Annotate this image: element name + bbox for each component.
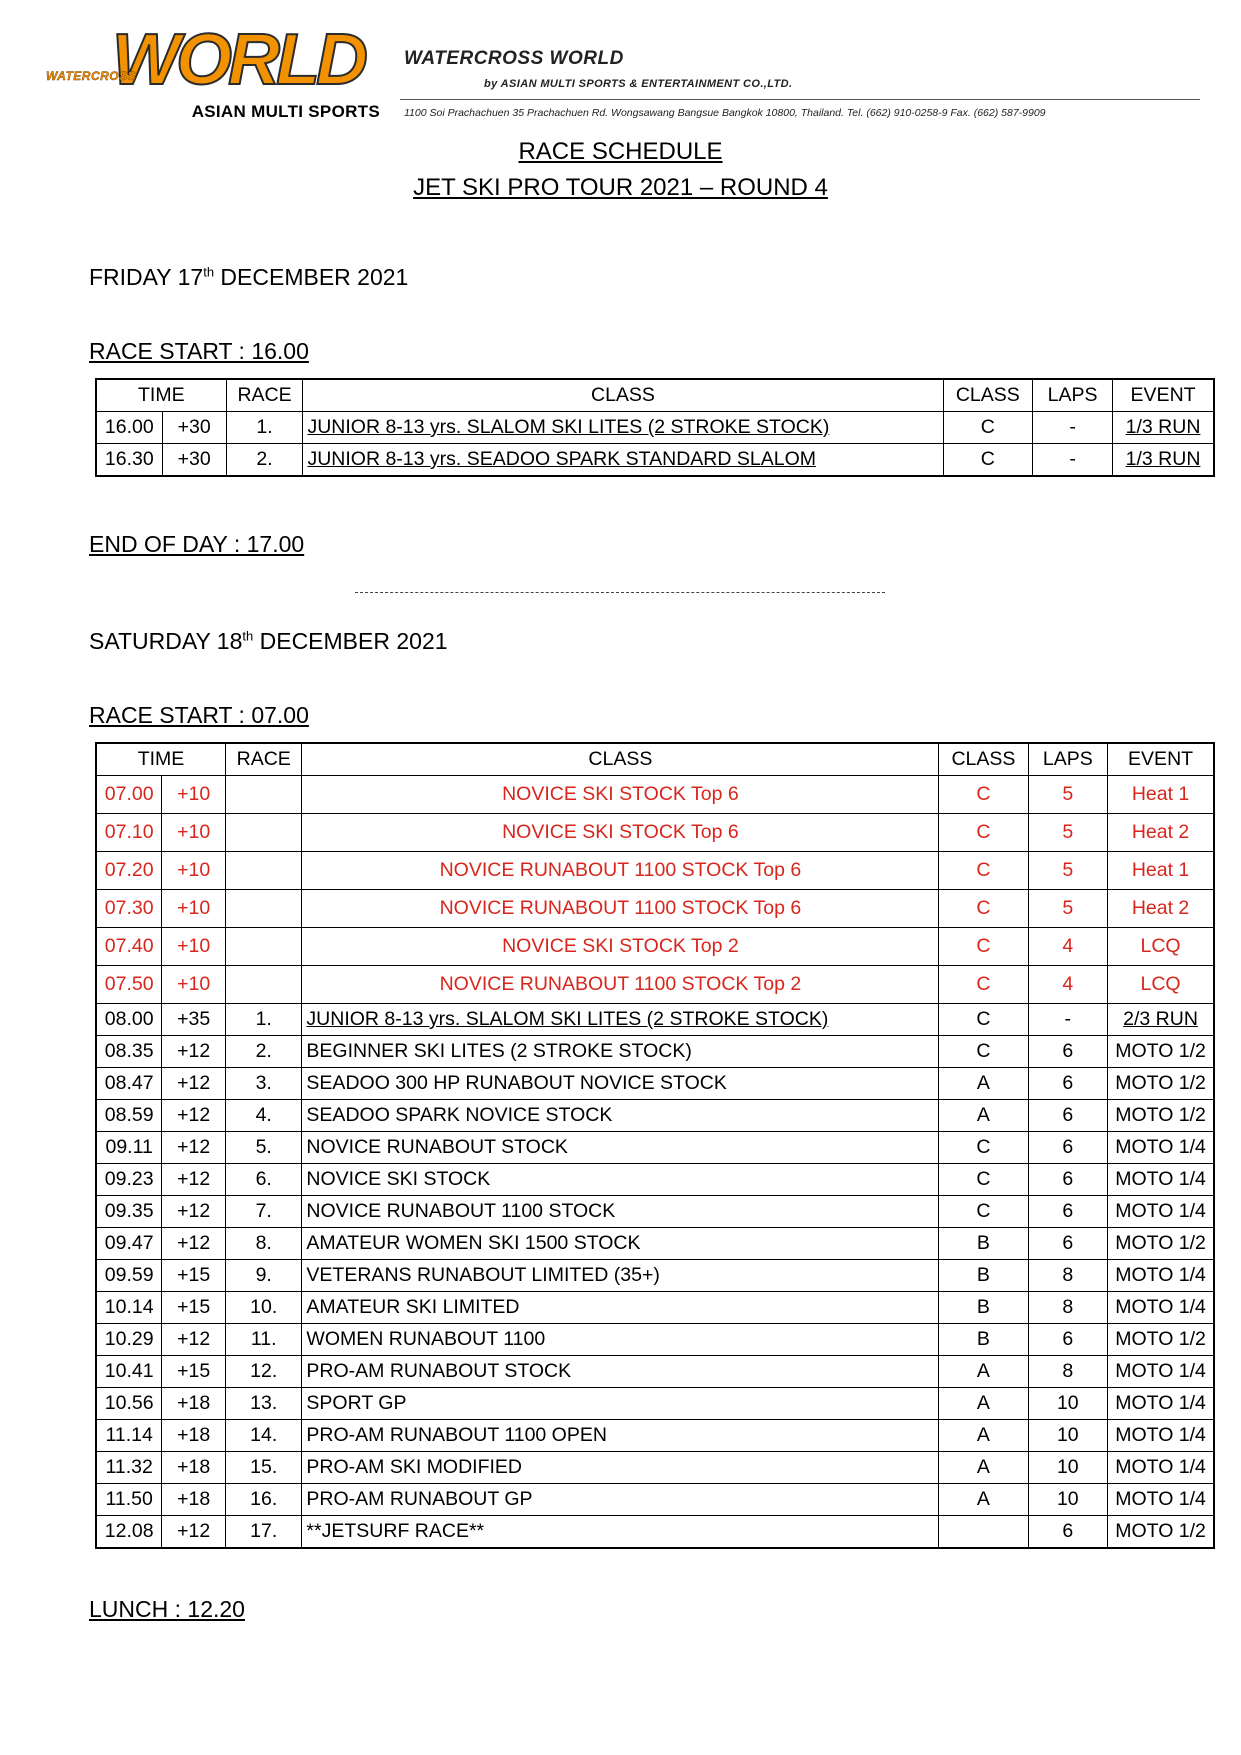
- table-row: [96, 1228, 1214, 1260]
- letterhead-rule: [400, 99, 1200, 100]
- cell-duration: +18: [162, 1484, 226, 1516]
- cell-duration: +12: [162, 1324, 226, 1356]
- cell-event: MOTO 1/4: [1108, 1260, 1214, 1292]
- header-event: EVENT: [1113, 379, 1214, 412]
- cell-time: 07.50: [96, 966, 162, 1004]
- cell-race-number: [226, 928, 302, 966]
- cell-race-number: 3.: [226, 1068, 302, 1100]
- cell-laps: 10: [1028, 1484, 1108, 1516]
- table-row: [96, 1100, 1214, 1132]
- cell-duration: +12: [162, 1036, 226, 1068]
- cell-event: Heat 1: [1108, 776, 1214, 814]
- cell-time: 09.59: [96, 1260, 162, 1292]
- table-row: [96, 1356, 1214, 1388]
- table-row: [96, 1004, 1214, 1036]
- cell-class-name: JUNIOR 8-13 yrs. SEADOO SPARK STANDARD SLALOM: [303, 444, 943, 477]
- saturday-schedule-table: [95, 742, 1215, 1549]
- cell-race-number: 15.: [226, 1452, 302, 1484]
- table-row: [96, 1260, 1214, 1292]
- cell-time: 16.00: [96, 412, 162, 444]
- cell-race-number: 12.: [226, 1356, 302, 1388]
- saturday-day-suffix: th: [242, 628, 254, 644]
- table-row: [96, 776, 1214, 814]
- cell-time: 07.00: [96, 776, 162, 814]
- cell-laps: 8: [1028, 1260, 1108, 1292]
- cell-class-name: AMATEUR WOMEN SKI 1500 STOCK: [302, 1228, 939, 1260]
- header-laps: LAPS: [1033, 379, 1113, 412]
- cell-event: LCQ: [1108, 966, 1214, 1004]
- cell-duration: +12: [162, 1164, 226, 1196]
- table-row: [96, 1484, 1214, 1516]
- company-logo: [40, 20, 380, 125]
- cell-event: MOTO 1/4: [1108, 1132, 1214, 1164]
- cell-class-name: NOVICE SKI STOCK Top 6: [302, 814, 939, 852]
- cell-time: 08.59: [96, 1100, 162, 1132]
- logo-small-text: WATERCROSS: [46, 69, 137, 83]
- header-class-code: CLASS: [943, 379, 1033, 412]
- cell-race-number: [226, 776, 302, 814]
- cell-race-number: 4.: [226, 1100, 302, 1132]
- cell-class-code: C: [943, 412, 1033, 444]
- cell-class-name: PRO-AM RUNABOUT GP: [302, 1484, 939, 1516]
- header-class-code: CLASS: [939, 743, 1028, 776]
- header-laps: LAPS: [1028, 743, 1108, 776]
- cell-class-name: NOVICE RUNABOUT 1100 STOCK Top 2: [302, 966, 939, 1004]
- cell-class-name: NOVICE RUNABOUT 1100 STOCK Top 6: [302, 890, 939, 928]
- cell-race-number: 2.: [226, 1036, 302, 1068]
- saturday-lunch: LUNCH : 12.20: [89, 1596, 245, 1622]
- cell-laps: 4: [1028, 966, 1108, 1004]
- cell-duration: +10: [162, 890, 226, 928]
- cell-laps: 5: [1028, 814, 1108, 852]
- header-class: CLASS: [302, 743, 939, 776]
- cell-time: 09.47: [96, 1228, 162, 1260]
- cell-class-code: C: [939, 852, 1028, 890]
- cell-class-code: C: [939, 1196, 1028, 1228]
- friday-day-suffix: th: [203, 264, 215, 280]
- cell-class-code: A: [939, 1356, 1028, 1388]
- cell-event: Heat 2: [1108, 890, 1214, 928]
- cell-event: MOTO 1/4: [1108, 1164, 1214, 1196]
- cell-class-name: WOMEN RUNABOUT 1100: [302, 1324, 939, 1356]
- friday-schedule-table: [95, 378, 1215, 477]
- cell-race-number: [226, 890, 302, 928]
- cell-event: MOTO 1/2: [1108, 1228, 1214, 1260]
- cell-class-code: B: [939, 1228, 1028, 1260]
- cell-laps: 5: [1028, 852, 1108, 890]
- cell-event: MOTO 1/4: [1108, 1420, 1214, 1452]
- cell-time: 09.35: [96, 1196, 162, 1228]
- cell-time: 09.11: [96, 1132, 162, 1164]
- saturday-race-start: RACE START : 07.00: [89, 702, 309, 728]
- cell-duration: +12: [162, 1228, 226, 1260]
- cell-time: 10.56: [96, 1388, 162, 1420]
- company-name: WATERCROSS WORLD: [404, 48, 624, 69]
- table-row: [96, 1388, 1214, 1420]
- cell-laps: 6: [1028, 1100, 1108, 1132]
- cell-event: 1/3 RUN: [1113, 412, 1214, 444]
- cell-event: MOTO 1/2: [1108, 1324, 1214, 1356]
- table-row: [96, 966, 1214, 1004]
- cell-laps: 6: [1028, 1324, 1108, 1356]
- cell-class-name: NOVICE RUNABOUT 1100 STOCK Top 6: [302, 852, 939, 890]
- cell-laps: -: [1033, 412, 1113, 444]
- cell-class-code: B: [939, 1292, 1028, 1324]
- cell-class-name: SEADOO SPARK NOVICE STOCK: [302, 1100, 939, 1132]
- table-row: [96, 1164, 1214, 1196]
- cell-class-name: NOVICE SKI STOCK Top 6: [302, 776, 939, 814]
- cell-class-code: C: [939, 1132, 1028, 1164]
- cell-class-name: PRO-AM RUNABOUT STOCK: [302, 1356, 939, 1388]
- cell-duration: +10: [162, 928, 226, 966]
- table-row: [96, 928, 1214, 966]
- document-title: RACE SCHEDULE: [518, 138, 723, 165]
- cell-class-name: **JETSURF RACE**: [302, 1516, 939, 1549]
- cell-time: 12.08: [96, 1516, 162, 1549]
- cell-race-number: [226, 966, 302, 1004]
- cell-duration: +35: [162, 1004, 226, 1036]
- cell-event: MOTO 1/2: [1108, 1068, 1214, 1100]
- cell-race-number: 7.: [226, 1196, 302, 1228]
- cell-duration: +15: [162, 1292, 226, 1324]
- header-class: CLASS: [303, 379, 943, 412]
- table-row: [96, 1036, 1214, 1068]
- cell-laps: 6: [1028, 1228, 1108, 1260]
- cell-time: 11.14: [96, 1420, 162, 1452]
- logo-mark: [40, 20, 380, 100]
- cell-duration: +12: [162, 1068, 226, 1100]
- cell-laps: -: [1033, 444, 1113, 477]
- saturday-day-text: SATURDAY 18: [89, 628, 243, 654]
- cell-class-name: NOVICE RUNABOUT 1100 STOCK: [302, 1196, 939, 1228]
- cell-duration: +12: [162, 1516, 226, 1549]
- cell-time: 07.20: [96, 852, 162, 890]
- cell-event: Heat 1: [1108, 852, 1214, 890]
- table-row: [96, 1452, 1214, 1484]
- cell-time: 10.14: [96, 1292, 162, 1324]
- cell-duration: +10: [162, 966, 226, 1004]
- cell-race-number: 13.: [226, 1388, 302, 1420]
- table-row: [96, 852, 1214, 890]
- cell-event: LCQ: [1108, 928, 1214, 966]
- cell-laps: 8: [1028, 1356, 1108, 1388]
- cell-class-code: A: [939, 1068, 1028, 1100]
- cell-race-number: 11.: [226, 1324, 302, 1356]
- cell-duration: +15: [162, 1356, 226, 1388]
- cell-laps: 6: [1028, 1196, 1108, 1228]
- cell-race-number: 6.: [226, 1164, 302, 1196]
- cell-duration: +10: [162, 814, 226, 852]
- cell-race-number: 14.: [226, 1420, 302, 1452]
- header-event: EVENT: [1108, 743, 1214, 776]
- logo-big-text: WORLD: [112, 20, 364, 100]
- cell-class-code: A: [939, 1388, 1028, 1420]
- friday-heading: [89, 264, 408, 291]
- friday-table-body: [96, 412, 1214, 477]
- cell-laps: 10: [1028, 1452, 1108, 1484]
- cell-class-code: C: [939, 966, 1028, 1004]
- cell-class-code: A: [939, 1420, 1028, 1452]
- cell-race-number: 1.: [226, 412, 303, 444]
- cell-event: Heat 2: [1108, 814, 1214, 852]
- cell-class-name: PRO-AM RUNABOUT 1100 OPEN: [302, 1420, 939, 1452]
- table-row: [96, 890, 1214, 928]
- header-race: RACE: [226, 379, 303, 412]
- cell-duration: +18: [162, 1388, 226, 1420]
- cell-class-name: SPORT GP: [302, 1388, 939, 1420]
- friday-day-text: FRIDAY 17: [89, 264, 204, 290]
- cell-time: 11.32: [96, 1452, 162, 1484]
- cell-class-code: B: [939, 1324, 1028, 1356]
- cell-time: 07.10: [96, 814, 162, 852]
- document-subtitle: JET SKI PRO TOUR 2021 – ROUND 4: [413, 174, 828, 201]
- cell-duration: +12: [162, 1196, 226, 1228]
- cell-class-code: C: [939, 1036, 1028, 1068]
- cell-race-number: 17.: [226, 1516, 302, 1549]
- cell-race-number: 9.: [226, 1260, 302, 1292]
- cell-laps: 4: [1028, 928, 1108, 966]
- cell-class-name: VETERANS RUNABOUT LIMITED (35+): [302, 1260, 939, 1292]
- header-time: TIME: [96, 743, 226, 776]
- saturday-month-text: DECEMBER 2021: [253, 628, 448, 654]
- cell-class-code: C: [943, 444, 1033, 477]
- cell-laps: 10: [1028, 1420, 1108, 1452]
- cell-class-name: PRO-AM SKI MODIFIED: [302, 1452, 939, 1484]
- cell-race-number: 1.: [226, 1004, 302, 1036]
- cell-event: MOTO 1/4: [1108, 1452, 1214, 1484]
- cell-class-code: C: [939, 776, 1028, 814]
- cell-time: 08.35: [96, 1036, 162, 1068]
- cell-race-number: 10.: [226, 1292, 302, 1324]
- saturday-heading: [89, 628, 448, 655]
- cell-class-name: NOVICE RUNABOUT STOCK: [302, 1132, 939, 1164]
- cell-class-name: NOVICE SKI STOCK: [302, 1164, 939, 1196]
- cell-duration: +18: [162, 1452, 226, 1484]
- table-row: [96, 1132, 1214, 1164]
- cell-time: 10.41: [96, 1356, 162, 1388]
- cell-race-number: 5.: [226, 1132, 302, 1164]
- company-byline: by ASIAN MULTI SPORTS & ENTERTAINMENT CO.,LTD.: [484, 78, 793, 90]
- cell-class-code: A: [939, 1100, 1028, 1132]
- table-header-row: [96, 379, 1214, 412]
- saturday-table-body: [96, 776, 1214, 1549]
- cell-laps: 6: [1028, 1164, 1108, 1196]
- cell-time: 07.40: [96, 928, 162, 966]
- cell-time: 16.30: [96, 444, 162, 477]
- cell-class-code: C: [939, 928, 1028, 966]
- table-header-row: [96, 743, 1214, 776]
- cell-class-code: C: [939, 814, 1028, 852]
- cell-class-code: C: [939, 890, 1028, 928]
- cell-duration: +18: [162, 1420, 226, 1452]
- cell-class-name: JUNIOR 8-13 yrs. SLALOM SKI LITES (2 STROKE STOCK): [303, 412, 943, 444]
- friday-month-text: DECEMBER 2021: [214, 264, 409, 290]
- cell-duration: +12: [162, 1132, 226, 1164]
- cell-class-name: AMATEUR SKI LIMITED: [302, 1292, 939, 1324]
- cell-event: MOTO 1/2: [1108, 1036, 1214, 1068]
- cell-event: MOTO 1/2: [1108, 1516, 1214, 1549]
- cell-event: MOTO 1/4: [1108, 1388, 1214, 1420]
- friday-end-of-day: END OF DAY : 17.00: [89, 531, 305, 557]
- table-row: [96, 1292, 1214, 1324]
- friday-race-start: RACE START : 16.00: [89, 338, 309, 364]
- cell-event: MOTO 1/4: [1108, 1196, 1214, 1228]
- cell-race-number: 16.: [226, 1484, 302, 1516]
- cell-laps: 5: [1028, 890, 1108, 928]
- table-row: [96, 1196, 1214, 1228]
- cell-duration: +12: [162, 1100, 226, 1132]
- cell-laps: 10: [1028, 1388, 1108, 1420]
- cell-event: 2/3 RUN: [1108, 1004, 1214, 1036]
- header-race: RACE: [226, 743, 302, 776]
- cell-race-number: [226, 814, 302, 852]
- cell-laps: 6: [1028, 1068, 1108, 1100]
- table-row: [96, 814, 1214, 852]
- table-row: [96, 1324, 1214, 1356]
- cell-time: 09.23: [96, 1164, 162, 1196]
- cell-laps: 5: [1028, 776, 1108, 814]
- cell-laps: 6: [1028, 1516, 1108, 1549]
- logo-subtitle: ASIAN MULTI SPORTS: [191, 102, 380, 121]
- cell-duration: +30: [162, 412, 226, 444]
- cell-event: 1/3 RUN: [1113, 444, 1214, 477]
- cell-class-code: A: [939, 1452, 1028, 1484]
- cell-duration: +30: [162, 444, 226, 477]
- cell-duration: +10: [162, 776, 226, 814]
- cell-time: 10.29: [96, 1324, 162, 1356]
- cell-event: MOTO 1/4: [1108, 1484, 1214, 1516]
- cell-class-name: SEADOO 300 HP RUNABOUT NOVICE STOCK: [302, 1068, 939, 1100]
- company-address: 1100 Soi Prachachuen 35 Prachachuen Rd. Wongsawang Bangsue Bangkok 10800, Thailand. Tel. (662) 910-0258-9 Fax. (662) 587-9909: [404, 107, 1046, 119]
- cell-event: MOTO 1/4: [1108, 1292, 1214, 1324]
- table-row: [96, 1516, 1214, 1549]
- cell-time: 08.00: [96, 1004, 162, 1036]
- cell-class-name: JUNIOR 8-13 yrs. SLALOM SKI LITES (2 STROKE STOCK): [302, 1004, 939, 1036]
- cell-class-name: NOVICE SKI STOCK Top 2: [302, 928, 939, 966]
- table-row: [96, 412, 1214, 444]
- cell-race-number: 2.: [226, 444, 303, 477]
- table-row: [96, 444, 1214, 477]
- cell-class-code: A: [939, 1484, 1028, 1516]
- cell-race-number: [226, 852, 302, 890]
- cell-laps: 6: [1028, 1132, 1108, 1164]
- cell-time: 08.47: [96, 1068, 162, 1100]
- cell-time: 11.50: [96, 1484, 162, 1516]
- cell-class-code: [939, 1516, 1028, 1549]
- cell-time: 07.30: [96, 890, 162, 928]
- cell-duration: +10: [162, 852, 226, 890]
- cell-class-code: C: [939, 1004, 1028, 1036]
- day-divider: [355, 592, 885, 593]
- table-row: [96, 1068, 1214, 1100]
- cell-class-code: C: [939, 1164, 1028, 1196]
- cell-laps: -: [1028, 1004, 1108, 1036]
- cell-laps: 8: [1028, 1292, 1108, 1324]
- cell-laps: 6: [1028, 1036, 1108, 1068]
- cell-event: MOTO 1/4: [1108, 1356, 1214, 1388]
- cell-duration: +15: [162, 1260, 226, 1292]
- table-row: [96, 1420, 1214, 1452]
- cell-class-name: BEGINNER SKI LITES (2 STROKE STOCK): [302, 1036, 939, 1068]
- cell-class-code: B: [939, 1260, 1028, 1292]
- cell-event: MOTO 1/2: [1108, 1100, 1214, 1132]
- header-time: TIME: [96, 379, 226, 412]
- cell-race-number: 8.: [226, 1228, 302, 1260]
